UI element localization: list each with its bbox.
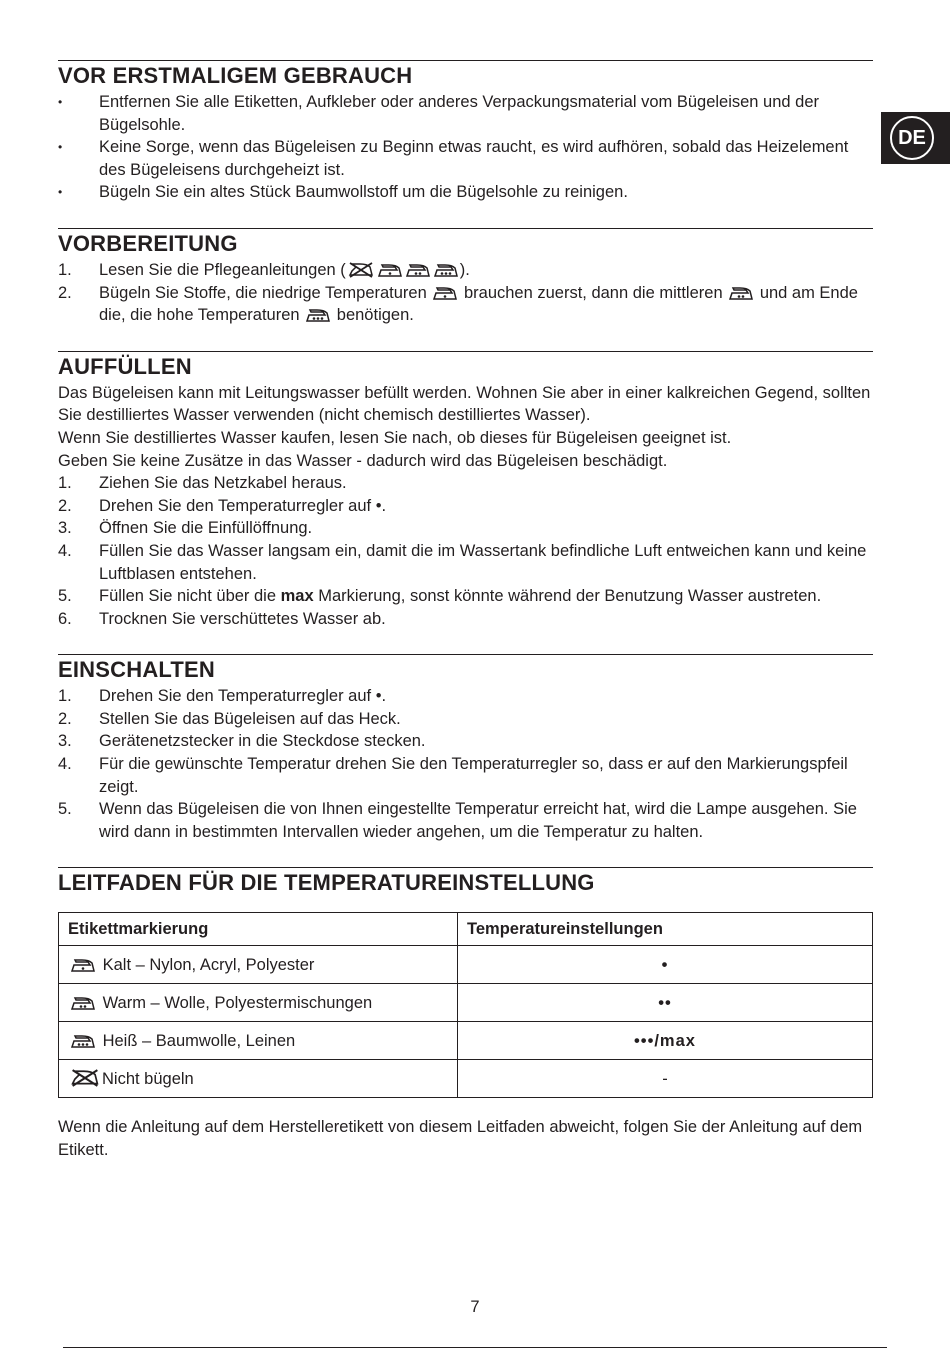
section-first-use [58,60,873,204]
document-body [58,60,873,1162]
numbered-list [58,259,873,327]
list-item: 2. Bügeln Sie Stoffe, die niedrige Temperaturen brauchen zuerst, dann die mittleren und am Ende die, die hohe Temperaturen benötigen. [58,283,858,325]
list-item: 5. Füllen Sie nicht über die max Markierung, sonst könnte während der Benutzung Wasser austreten. [58,587,822,606]
table-cell-setting: •• [458,984,873,1022]
list-item: • Keine Sorge, wenn das Bügeleisen zu Beginn etwas raucht, es wird aufhören, sobald das Heizelement des Bügeleisens durchgeheizt ist. [58,138,849,179]
list-item-text: Gerätenetzstecker in die Steckdose stecken. [99,732,426,751]
iron-one-dot-icon [378,262,402,278]
numbered-list [58,685,873,843]
list-item-text: Wenn das Bügeleisen die von Ihnen eingestellte Temperatur erreicht hat, wird die Lampe ausgehen. Sie wird dann in bestimmten Intervallen wieder angehen, um die Temperatur zu halten. [99,800,857,841]
iron-three-dots-icon [306,307,330,323]
list-item: 6. Trocknen Sie verschüttetes Wasser ab. [58,609,386,628]
list-item: 4. Füllen Sie das Wasser langsam ein, damit die im Wassertank befindliche Luft entweichen kann und keine Luftblasen entstehen. [58,541,867,583]
paragraph: Das Bügeleisen kann mit Leitungswasser befüllt werden. Wohnen Sie aber in einer kalkreichen Gegend, sollten Sie destilliertes Wasser verwenden (nicht chemisch destilliertes Wasser). [58,383,871,425]
table-row [59,984,873,1022]
list-item-text: Keine Sorge, wenn das Bügeleisen zu Beginn etwas raucht, es wird aufhören, sobald das Heizelement des Bügeleisens durchgeheizt ist. [99,138,849,179]
list-item-text: und am Ende die, die hohe Temperaturen [99,283,858,325]
row-label: Kalt – Nylon, Acryl, Polyester [102,955,315,974]
max-label: max [280,587,314,606]
section-title: EINSCHALTEN [58,657,216,683]
no-iron-icon [70,1069,100,1087]
list-item-text: Füllen Sie nicht über die [99,587,277,606]
iron-two-dots-icon [406,262,430,278]
table-cell-label [59,1060,458,1098]
iron-three-dots-icon [434,262,458,278]
page-number: 7 [470,1298,480,1316]
table-row [59,1060,873,1098]
list-item-text: Entfernen Sie alle Etiketten, Aufkleber oder anderes Verpackungsmaterial vom Bügeleisen und der Bügelsohle. [99,93,820,134]
table-row [59,1022,873,1060]
iron-one-dot-icon [433,285,457,301]
temperature-table [58,912,873,1098]
section-title: AUFFÜLLEN [58,353,192,379]
table-row [59,946,873,984]
list-item: 5. Wenn das Bügeleisen die von Ihnen eingestellte Temperatur erreicht hat, wird die Lampe ausgehen. Sie wird dann in bestimmten Intervallen wieder angehen, um die Temperatur zu halten. [58,800,857,841]
list-item-text: brauchen zuerst, dann die mittleren [463,283,723,302]
list-item-text: Lesen Sie die Pflegeanleitungen ( [99,260,346,279]
list-item-text: Öffnen Sie die Einfüllöffnung. [99,519,313,538]
list-item: • Entfernen Sie alle Etiketten, Aufkleber oder anderes Verpackungsmaterial vom Bügeleisen und der Bügelsohle. [58,93,820,134]
list-item: 4. Für die gewünschte Temperatur drehen Sie den Temperaturregler so, dass er auf den Markierungspfeil zeigt. [58,755,848,796]
list-item: • Bügeln Sie ein altes Stück Baumwollstoff um die Bügelsohle zu reinigen. [58,183,628,202]
list-item-text: Markierung, sonst könnte während der Benutzung Wasser austreten. [318,587,822,606]
bullet-list [58,91,873,204]
iron-two-dots-icon [70,995,96,1011]
language-badge-label: DE [890,116,934,160]
numbered-list [58,472,873,630]
list-item-text: Drehen Sie den Temperaturregler auf •. [99,687,387,706]
section-title: VOR ERSTMALIGEM GEBRAUCH [58,63,413,88]
table-header-row [59,913,873,946]
list-item-text: Bügeln Sie ein altes Stück Baumwollstoff um die Bügelsohle zu reinigen. [99,183,628,202]
no-iron-icon [348,262,374,278]
iron-two-dots-icon [729,285,753,301]
list-item-text: Für die gewünschte Temperatur drehen Sie den Temperaturregler so, dass er auf den Markierungspfeil zeigt. [99,755,848,796]
list-item-text: Bügeln Sie Stoffe, die niedrige Temperaturen [99,283,427,302]
paragraph: Geben Sie keine Zusätze in das Wasser - dadurch wird das Bügeleisen beschädigt. [58,451,668,470]
list-item: 1. Ziehen Sie das Netzkabel heraus. [58,474,347,493]
table-cell-setting: - [458,1060,873,1098]
row-label: Warm – Wolle, Polyestermischungen [102,993,373,1012]
section-filling [58,351,873,631]
table-cell-label [59,1022,458,1060]
list-item: 1. Lesen Sie die Pflegeanleitungen ( ). [58,260,470,279]
section-title: LEITFADEN FÜR DIE TEMPERATUREINSTELLUNG [58,870,595,896]
list-item: 3. Öffnen Sie die Einfüllöffnung. [58,519,313,538]
guide-note: Wenn die Anleitung auf dem Herstelleretikett von diesem Leitfaden abweicht, folgen Sie der Anleitung auf dem Etikett. [58,1118,863,1160]
list-item: 2. Drehen Sie den Temperaturregler auf •. [58,496,387,515]
row-label: Nicht bügeln [102,1069,194,1088]
list-item-text: Füllen Sie das Wasser langsam ein, damit die im Wassertank befindliche Luft entweichen kann und keine Luftblasen entstehen. [99,541,867,583]
list-item-text: Drehen Sie den Temperaturregler auf •. [99,496,387,515]
paragraph: Wenn Sie destilliertes Wasser kaufen, lesen Sie nach, ob dieses für Bügeleisen geeignet ist. [58,428,732,447]
language-badge [881,112,950,164]
list-item-text: Ziehen Sie das Netzkabel heraus. [99,474,347,493]
table-cell-label [59,946,458,984]
section-temperature-guide [58,867,873,1161]
section-preparation [58,228,873,327]
list-item-text: benötigen. [336,306,414,325]
section-switching-on [58,654,873,843]
list-item: 2. Stellen Sie das Bügeleisen auf das Heck. [58,709,401,728]
table-cell-setting: •••/max [458,1022,873,1060]
iron-one-dot-icon [70,957,96,973]
list-item: 1. Drehen Sie den Temperaturregler auf •. [58,687,387,706]
table-cell-setting: • [458,946,873,984]
list-item-text: Stellen Sie das Bügeleisen auf das Heck. [99,709,401,728]
table-header: Etikettmarkierung [59,913,458,946]
list-item: 3. Gerätenetzstecker in die Steckdose stecken. [58,732,426,751]
table-header: Temperatureinstellungen [458,913,873,946]
row-label: Heiß – Baumwolle, Leinen [102,1031,296,1050]
table-cell-label [59,984,458,1022]
section-title: VORBEREITUNG [58,230,238,256]
list-item-text: ). [459,260,470,279]
list-item-text: Trocknen Sie verschüttetes Wasser ab. [99,609,386,628]
iron-three-dots-icon [70,1033,96,1049]
